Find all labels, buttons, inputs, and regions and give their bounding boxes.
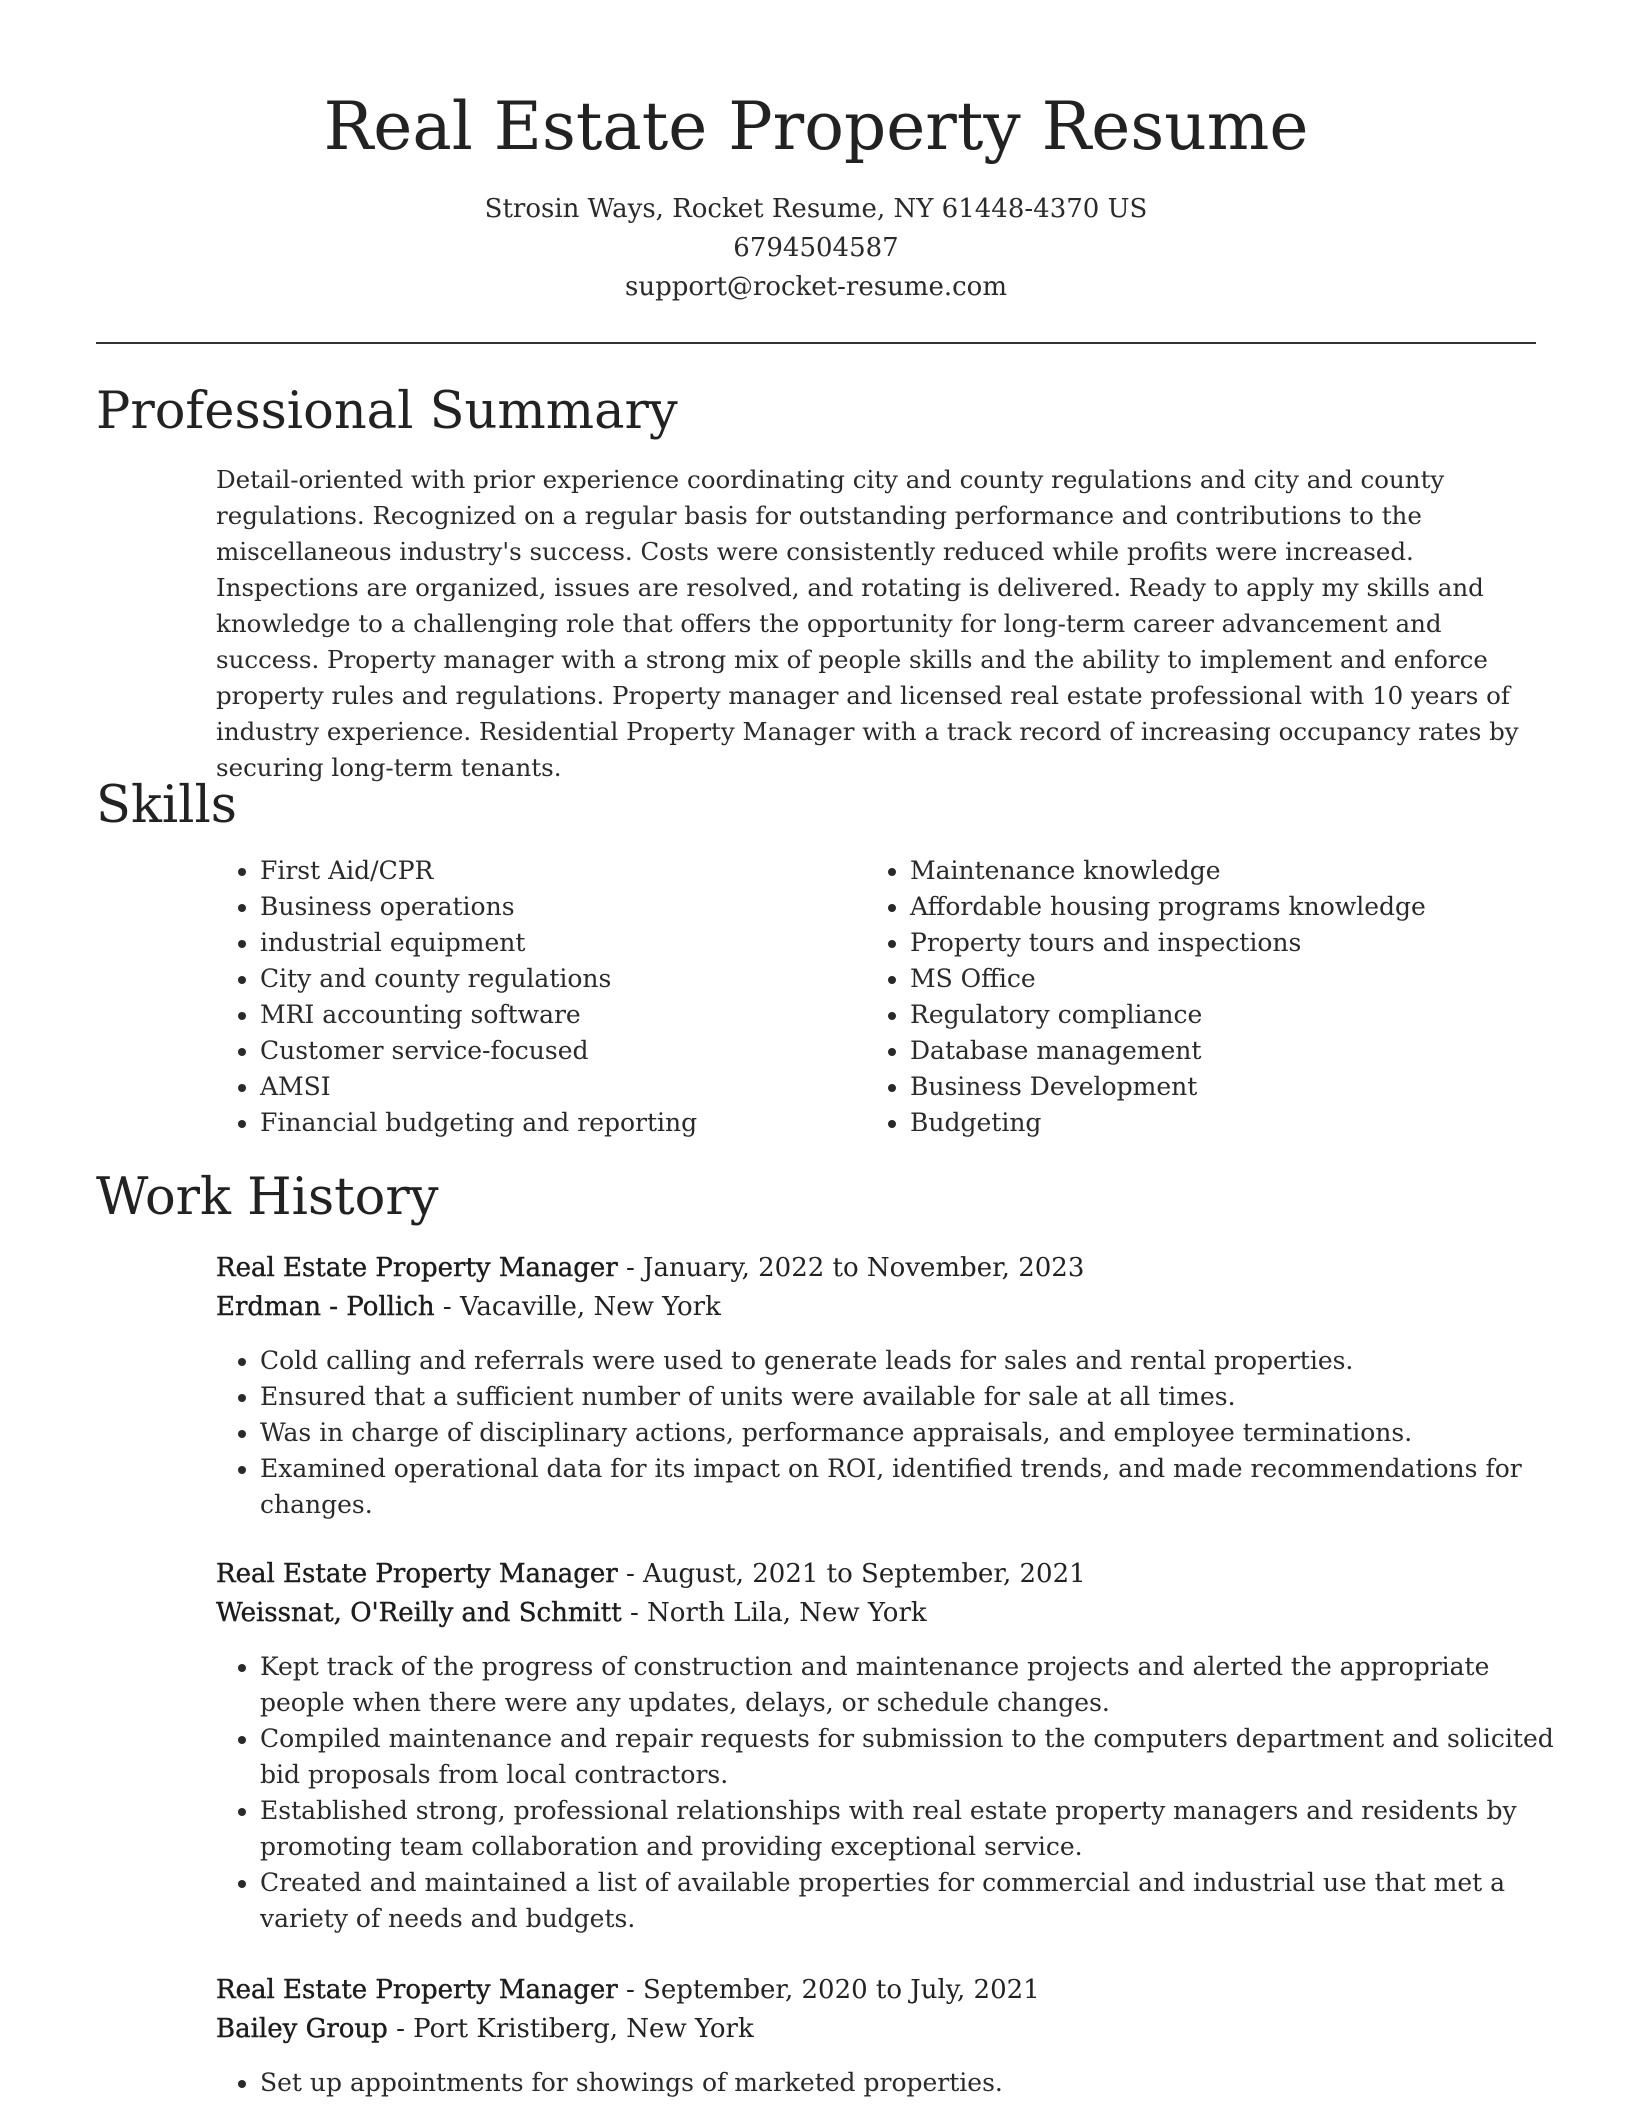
skill-item: • City and county regulations — [260, 961, 860, 997]
job-bullets — [216, 1343, 1580, 1523]
contact-email: support@rocket-resume.com — [624, 272, 1007, 302]
job-dates: August, 2021 to September, 2021 — [643, 1559, 1086, 1589]
separator: - — [434, 1292, 460, 1322]
job-header — [216, 1249, 1084, 1327]
summary-text: Detail-oriented with prior experience coordinating city and county regulations and city and county regulations. Recognized on a regular basis for outstanding performance and contributions to the miscellaneous industry's success. Costs were consistently reduced while profits were increased. Inspections are organized, issues are resolved, and rotating is delivered. Ready to apply my skills and knowledge to a challenging role that offers the opportunity for long-term career advancement and success. Property manager with a strong mix of people skills and the ability to implement and enforce property rules and regulations. Property manager and licensed real estate professional with 10 years of industry experience. Residential Property Manager with a track record of increasing occupancy rates by securing long-term tenants. — [216, 465, 1519, 782]
job-bullet: • Created and maintained a list of available properties for commercial and industrial use that met a variety of needs and budgets. — [260, 1865, 1580, 1937]
job-bullet: • Ensured that a sufficient number of units were available for sale at all times. — [260, 1379, 1580, 1415]
job-bullets — [216, 1649, 1580, 1937]
skill-item: • Database management — [910, 1033, 1570, 1069]
job-bullet: • Compiled maintenance and repair requests for submission to the computers department and solicited bid proposals from local contractors. — [260, 1721, 1580, 1793]
skill-item: • Affordable housing programs knowledge — [910, 889, 1570, 925]
job-company: Weissnat, O'Reilly and Schmitt — [216, 1598, 622, 1628]
job-header — [216, 1555, 1086, 1633]
job-dates: January, 2022 to November, 2023 — [643, 1253, 1085, 1283]
skill-item: • First Aid/CPR — [260, 853, 860, 889]
skill-item: • Budgeting — [910, 1105, 1570, 1141]
job-company: Erdman - Pollich — [216, 1292, 435, 1322]
skill-item: • MS Office — [910, 961, 1570, 997]
job-location: North Lila, New York — [647, 1598, 927, 1628]
separator: - — [617, 1253, 644, 1283]
job-bullets — [216, 2065, 1580, 2101]
job-bullet: • Kept track of the progress of construction and maintenance projects and alerted the appropriate people when there were any updates, delays, or schedule changes. — [260, 1649, 1580, 1721]
resume-name: Real Estate Property Resume — [323, 88, 1309, 165]
job-title: Real Estate Property Manager — [216, 1559, 618, 1589]
job-location: Vacaville, New York — [459, 1292, 721, 1322]
job-location: Port Kristiberg, New York — [413, 2014, 754, 2044]
section-title-work-history: Work History — [96, 1168, 439, 1227]
skill-item: • Regulatory compliance — [910, 997, 1570, 1033]
skill-item: • Financial budgeting and reporting — [260, 1105, 860, 1141]
skills-list-right — [866, 853, 1570, 1141]
contact-phone: 6794504587 — [733, 233, 899, 263]
skill-item: • Business Development — [910, 1069, 1570, 1105]
skill-item: • Property tours and inspections — [910, 925, 1570, 961]
contact-block — [0, 190, 1632, 307]
header-divider — [96, 342, 1536, 344]
job-bullet: • Set up appointments for showings of marketed properties. — [260, 2065, 1580, 2101]
section-title-skills: Skills — [96, 776, 237, 835]
skill-item: • Maintenance knowledge — [910, 853, 1570, 889]
skill-item: • AMSI — [260, 1069, 860, 1105]
job-title: Real Estate Property Manager — [216, 1975, 618, 2005]
separator: - — [621, 1598, 648, 1628]
job-header — [216, 1971, 1040, 2049]
skills-list-left — [216, 853, 860, 1141]
separator: - — [617, 1975, 644, 2005]
job-bullet: • Examined operational data for its impact on ROI, identified trends, and made recommendations for changes. — [260, 1451, 1580, 1523]
job-dates: September, 2020 to July, 2021 — [643, 1975, 1040, 2005]
skill-item: • Customer service-focused — [260, 1033, 860, 1069]
separator: - — [387, 2014, 414, 2044]
job-bullet: • Cold calling and referrals were used to generate leads for sales and rental properties. — [260, 1343, 1580, 1379]
job-title: Real Estate Property Manager — [216, 1253, 618, 1283]
section-title-summary: Professional Summary — [96, 382, 678, 441]
contact-address: Strosin Ways, Rocket Resume, NY 61448-4370 US — [484, 194, 1148, 224]
skill-item: • MRI accounting software — [260, 997, 860, 1033]
job-company: Bailey Group — [216, 2014, 388, 2044]
job-bullet: • Established strong, professional relationships with real estate property managers and residents by promoting team collaboration and providing exceptional service. — [260, 1793, 1580, 1865]
skill-item: • Business operations — [260, 889, 860, 925]
job-bullet: • Was in charge of disciplinary actions, performance appraisals, and employee terminations. — [260, 1415, 1580, 1451]
separator: - — [617, 1559, 644, 1589]
skill-item: • industrial equipment — [260, 925, 860, 961]
